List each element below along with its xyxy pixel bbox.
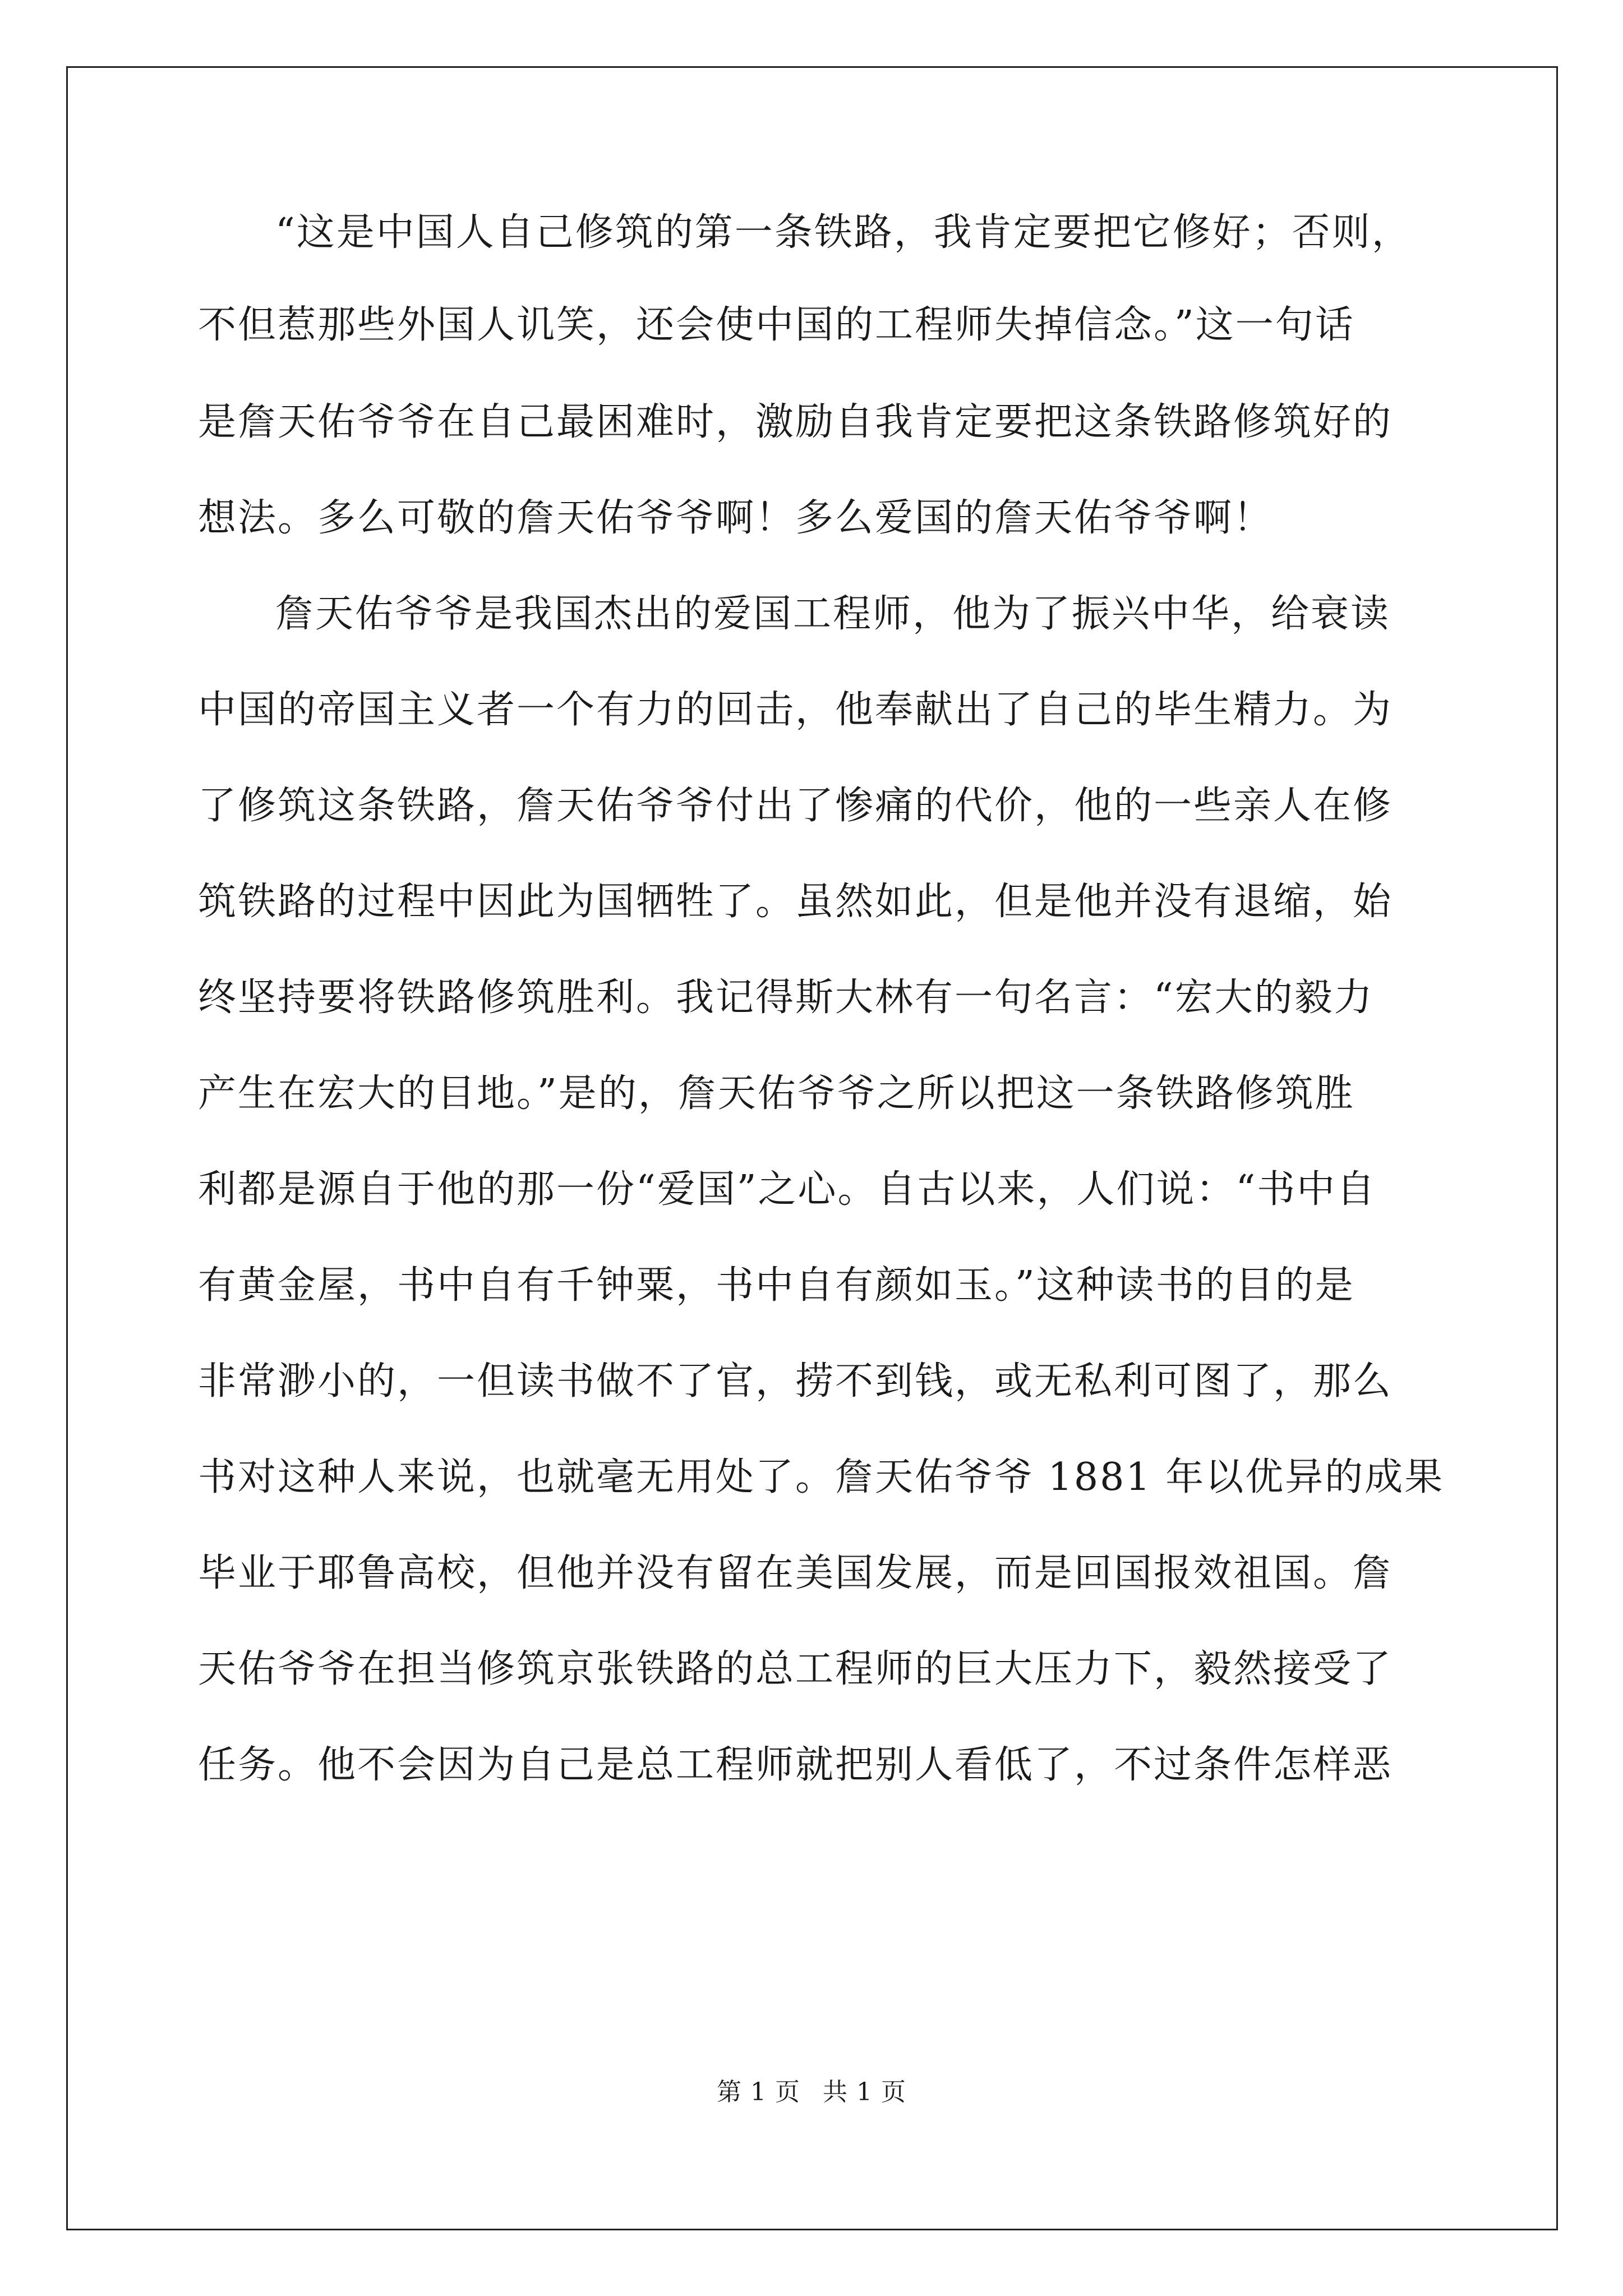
text-line: 是詹天佑爷爷在自己最困难时，激励自我肯定要把这条铁路修筑好的	[198, 400, 1393, 444]
text-line: 毕业于耶鲁高校，但他并没有留在美国发展，而是回国报效祖国。詹	[198, 1551, 1393, 1595]
text-line: 任务。他不会因为自己是总工程师就把别人看低了，不过条件怎样恶	[198, 1743, 1393, 1787]
text-line: 书对这种人来说，也就毫无用处了。詹天佑爷爷 1881 年以优异的成果	[198, 1455, 1445, 1499]
text-line: 了修筑这条铁路，詹天佑爷爷付出了惨痛的代价，他的一些亲人在修	[198, 784, 1393, 828]
text-line: 不但惹那些外国人讥笑，还会使中国的工程师失掉信念。”这一句话	[198, 303, 1355, 347]
page-footer	[0, 2072, 1623, 2108]
text-line: 天佑爷爷在担当修筑京张铁路的总工程师的巨大压力下，毅然接受了	[198, 1647, 1393, 1691]
text-line: 终坚持要将铁路修筑胜利。我记得斯大林有一句名言：“宏大的毅力	[198, 976, 1374, 1020]
text-line: 詹天佑爷爷是我国杰出的爱国工程师，他为了振兴中华，给衰读	[275, 592, 1391, 636]
text-line: 有黄金屋，书中自有千钟粟，书中自有颜如玉。”这种读书的目的是	[198, 1263, 1355, 1308]
text-line: “这是中国人自己修筑的第一条铁路，我肯定要把它修好；否则，	[275, 210, 1412, 255]
text-line: 利都是源自于他的那一份“爱国”之心。自古以来，人们说：“书中自	[198, 1167, 1377, 1212]
text-line: 非常渺小的，一但读书做不了官，捞不到钱，或无私利可图了，那么	[198, 1359, 1393, 1404]
text-line: 中国的帝国主义者一个有力的回击，他奉献出了自己的毕生精力。为	[198, 688, 1393, 732]
page-total: 共 1 页	[823, 2078, 906, 2106]
text-line: 产生在宏大的目地。”是的，詹天佑爷爷之所以把这一条铁路修筑胜	[198, 1071, 1355, 1116]
page-number: 第 1 页	[717, 2078, 800, 2106]
text-line: 想法。多么可敬的詹天佑爷爷啊！多么爱国的詹天佑爷爷啊！	[198, 496, 1274, 540]
text-line: 筑铁路的过程中因此为国牺牲了。虽然如此，但是他并没有退缩，始	[198, 880, 1393, 924]
